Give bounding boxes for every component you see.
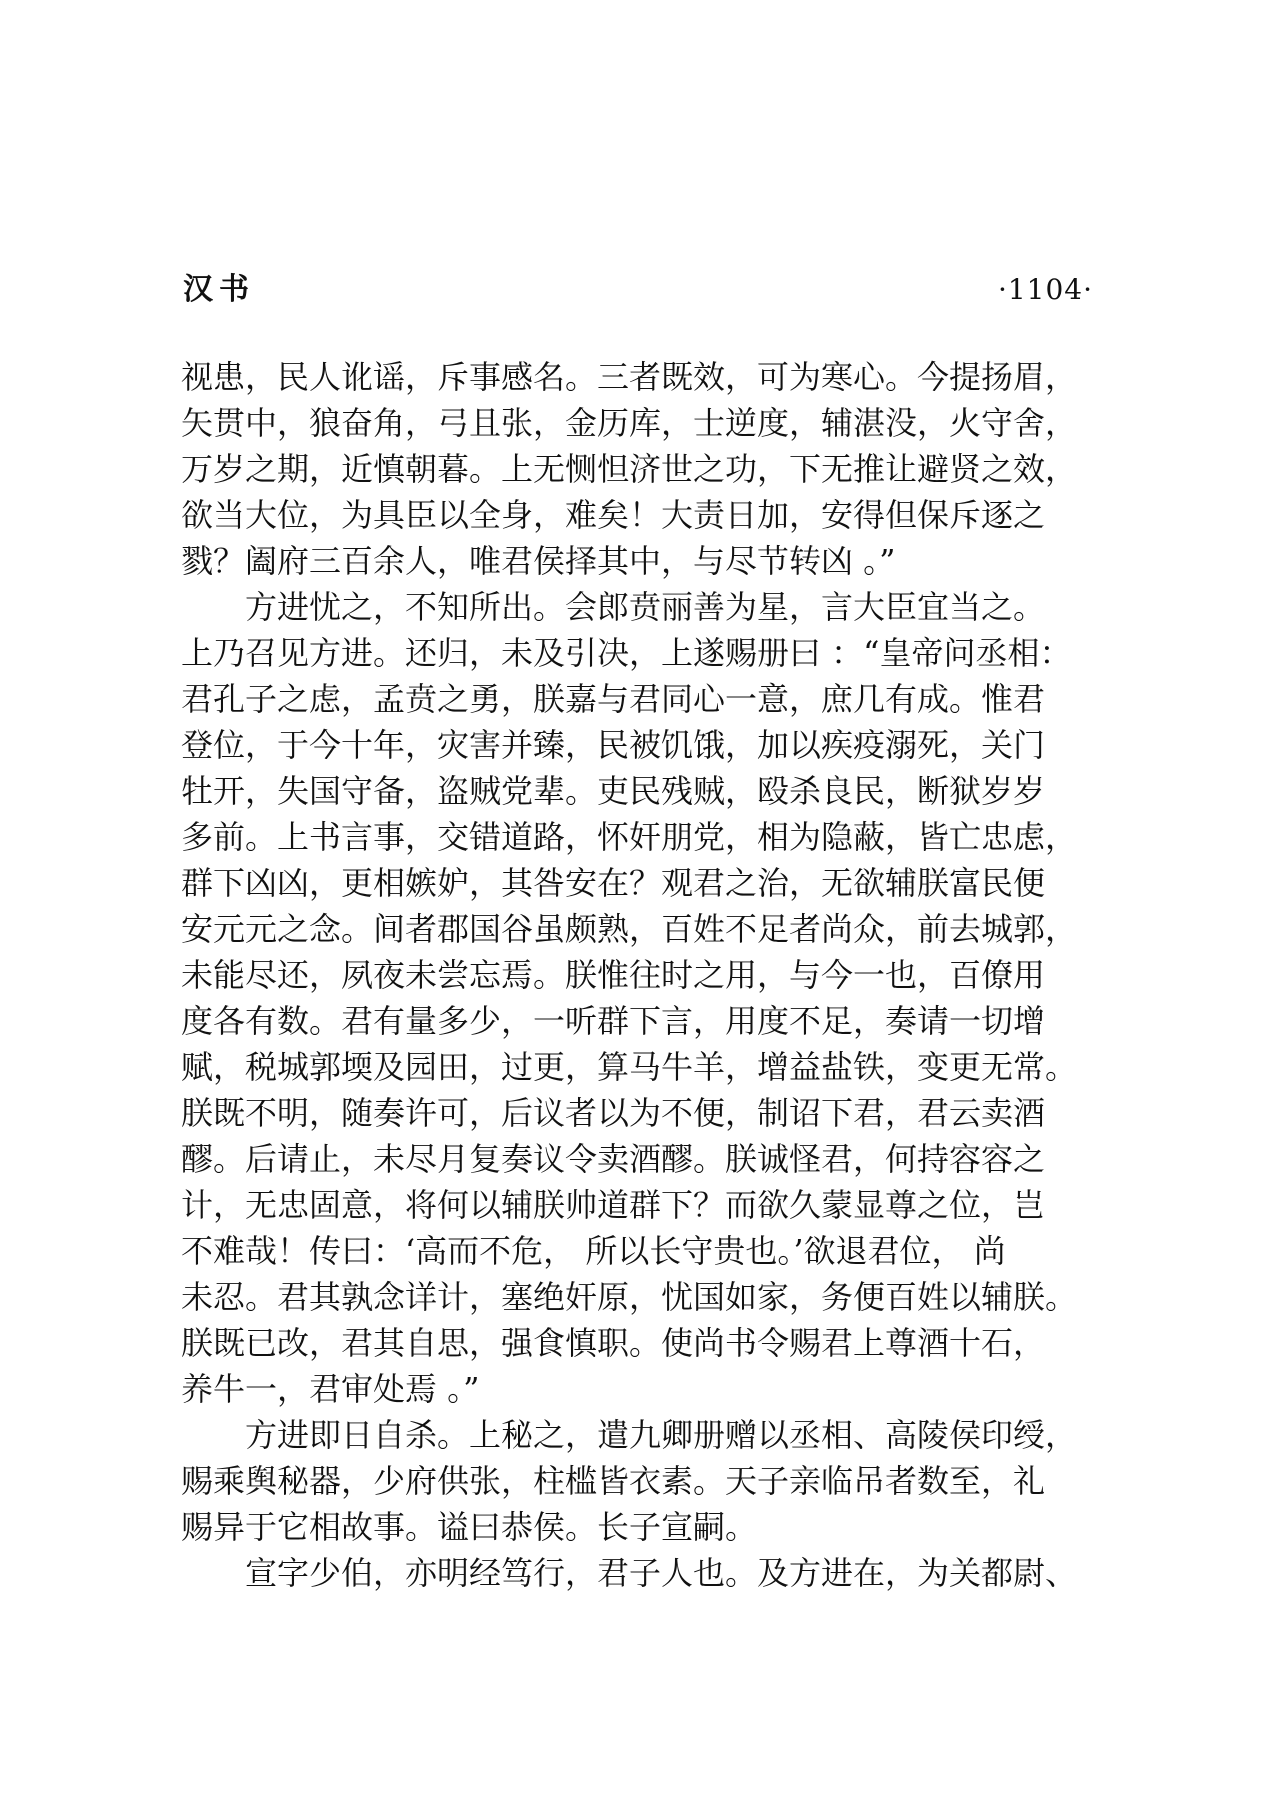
- text-line: 未忍。君其孰念详计，塞绝奸原，忧国如家，务便百姓以辅朕。: [181, 1278, 1078, 1316]
- text-line: 多前。上书言事，交错道路，怀奸朋党，相为隐蔽，皆亡忠虑，: [181, 818, 1078, 856]
- text-line: 群下凶凶，更相嫉妒，其咎安在？观君之治，无欲辅朕富民便: [181, 864, 1046, 902]
- text-line: 醪。后请止，未尽月复奏议令卖酒醪。朕诚怪君，何持容容之: [181, 1140, 1046, 1178]
- text-line: 视患，民人讹谣，斥事感名。三者既效，可为寒心。今提扬眉，: [181, 358, 1078, 396]
- text-line: 赋，税城郭堧及园田，过更，算马牛羊，增益盐铁，变更无常。: [181, 1048, 1078, 1086]
- page-number: ·1104·: [997, 273, 1093, 306]
- text-line: 矢贯中，狼奋角，弓且张，金历库，士逆度，辅湛没，火守舍，: [181, 404, 1078, 442]
- text-line: 安元元之念。间者郡国谷虽颇熟，百姓不足者尚众，前去城郭，: [181, 910, 1078, 948]
- text-line: 不难哉！传曰：‘高而不危， 所以长守贵也。’欲退君位， 尚: [181, 1232, 1006, 1270]
- text-line: 登位，于今十年，灾害并臻，民被饥饿，加以疾疫溺死，关门: [181, 726, 1046, 764]
- text-line: 方进忧之，不知所出。会郎贲丽善为星，言大臣宜当之。: [245, 588, 1046, 626]
- text-line: 戮？阖府三百余人，唯君侯择其中，与尽节转凶 。”: [181, 542, 896, 580]
- body-text: [181, 354, 1093, 1596]
- text-line: 朕既已改，君其自思，强食慎职。使尚书令赐君上尊酒十石，: [181, 1324, 1046, 1362]
- text-line: 宣字少伯，亦明经笃行，君子人也。及方进在，为关都尉、: [245, 1554, 1078, 1592]
- text-line: 度各有数。君有量多少，一听群下言，用度不足，奏请一切增: [181, 1002, 1046, 1040]
- running-head: [183, 270, 1093, 310]
- text-line: 君孔子之虑，孟贲之勇，朕嘉与君同心一意，庶几有成。惟君: [181, 680, 1046, 718]
- text-line: 赐异于它相故事。谥曰恭侯。长子宣嗣。: [181, 1508, 758, 1546]
- text-line: 养牛一，君审处焉 。”: [181, 1370, 480, 1408]
- text-line: 牡开，失国守备，盗贼党辈。吏民残贼，殴杀良民，断狱岁岁: [181, 772, 1046, 810]
- text-line: 方进即日自杀。上秘之，遣九卿册赠以丞相、高陵侯印绶，: [245, 1416, 1078, 1454]
- text-line: 欲当大位，为具臣以全身，难矣！大责日加，安得但保斥逐之: [181, 496, 1046, 534]
- text-line: 计，无忠固意，将何以辅朕帅道群下？而欲久蒙显尊之位，岂: [181, 1186, 1046, 1224]
- text-line: 上乃召见方进。还归，未及引决，上遂赐册曰 ：“皇帝问丞相：: [181, 634, 1072, 672]
- text-line: 赐乘舆秘器，少府供张，柱槛皆衣素。天子亲临吊者数至，礼: [181, 1462, 1046, 1500]
- text-line: 朕既不明，随奏许可，后议者以为不便，制诏下君，君云卖酒: [181, 1094, 1046, 1132]
- text-line: 未能尽还，夙夜未尝忘焉。朕惟往时之用，与今一也，百僚用: [181, 956, 1046, 994]
- book-title: 汉书: [183, 272, 255, 307]
- text-line: 万岁之期，近慎朝暮。上无恻怛济世之功，下无推让避贤之效，: [181, 450, 1078, 488]
